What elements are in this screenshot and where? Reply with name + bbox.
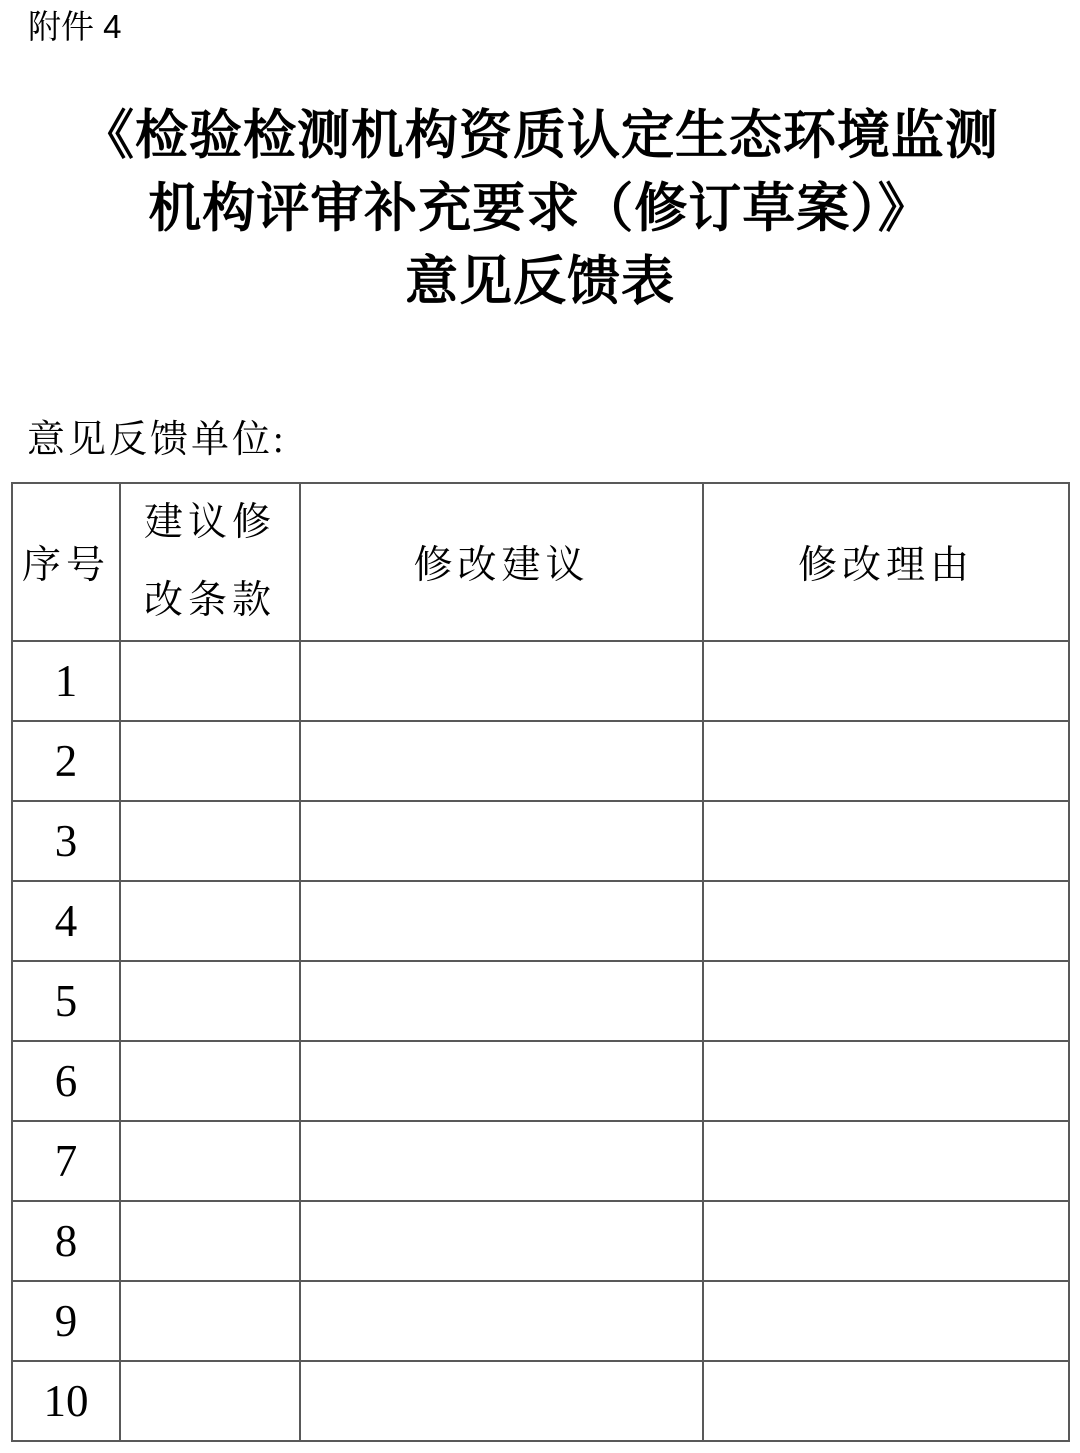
column-header-suggestion: 修改建议 bbox=[300, 483, 703, 641]
reason-cell bbox=[703, 1281, 1069, 1361]
title-line-3: 意见反馈表 bbox=[405, 253, 675, 311]
table-row bbox=[12, 881, 1069, 961]
reason-cell bbox=[703, 1121, 1069, 1201]
row-number-cell: 4 bbox=[12, 881, 120, 961]
table-row bbox=[12, 801, 1069, 881]
table-row bbox=[12, 1201, 1069, 1281]
row-number-cell: 8 bbox=[12, 1201, 120, 1281]
reason-cell bbox=[703, 1361, 1069, 1441]
suggestion-cell bbox=[300, 881, 703, 961]
column-header-index: 序号 bbox=[12, 483, 120, 641]
suggestion-cell bbox=[300, 1041, 703, 1121]
clause-cell bbox=[120, 801, 300, 881]
clause-cell bbox=[120, 881, 300, 961]
row-number-cell: 3 bbox=[12, 801, 120, 881]
table-row bbox=[12, 961, 1069, 1041]
column-header-clause-line-1: 建议修 bbox=[143, 501, 276, 544]
clause-cell bbox=[120, 961, 300, 1041]
table-row bbox=[12, 1121, 1069, 1201]
document-title bbox=[0, 100, 1080, 319]
suggestion-cell bbox=[300, 1201, 703, 1281]
row-number-cell: 7 bbox=[12, 1121, 120, 1201]
table-row bbox=[12, 1281, 1069, 1361]
reason-cell bbox=[703, 1201, 1069, 1281]
row-number-cell: 5 bbox=[12, 961, 120, 1041]
table-row bbox=[12, 721, 1069, 801]
clause-cell bbox=[120, 1121, 300, 1201]
column-header-clause bbox=[120, 483, 300, 641]
column-header-clause-line-2: 改条款 bbox=[143, 579, 276, 622]
attachment-label: 附件 4 bbox=[28, 8, 122, 45]
suggestion-cell bbox=[300, 721, 703, 801]
reason-cell bbox=[703, 961, 1069, 1041]
suggestion-cell bbox=[300, 1361, 703, 1441]
row-number-cell: 1 bbox=[12, 641, 120, 721]
reason-cell bbox=[703, 1041, 1069, 1121]
table-header-row bbox=[12, 483, 1069, 641]
table-row bbox=[12, 1041, 1069, 1121]
suggestion-cell bbox=[300, 961, 703, 1041]
reason-cell bbox=[703, 801, 1069, 881]
reason-cell bbox=[703, 881, 1069, 961]
title-line-2: 机构评审补充要求（修订草案）》 bbox=[148, 180, 932, 238]
suggestion-cell bbox=[300, 801, 703, 881]
suggestion-cell bbox=[300, 641, 703, 721]
suggestion-cell bbox=[300, 1121, 703, 1201]
row-number-cell: 9 bbox=[12, 1281, 120, 1361]
table-row bbox=[12, 1361, 1069, 1441]
title-line-1: 《检验检测机构资质认定生态环境监测 bbox=[81, 107, 999, 165]
reason-cell bbox=[703, 721, 1069, 801]
clause-cell bbox=[120, 721, 300, 801]
clause-cell bbox=[120, 1281, 300, 1361]
column-header-reason: 修改理由 bbox=[703, 483, 1069, 641]
suggestion-cell bbox=[300, 1281, 703, 1361]
row-number-cell: 2 bbox=[12, 721, 120, 801]
table-row bbox=[12, 641, 1069, 721]
feedback-unit-label: 意见反馈单位: bbox=[27, 419, 287, 461]
row-number-cell: 10 bbox=[12, 1361, 120, 1441]
clause-cell bbox=[120, 641, 300, 721]
feedback-table bbox=[11, 482, 1070, 1442]
clause-cell bbox=[120, 1041, 300, 1121]
reason-cell bbox=[703, 641, 1069, 721]
clause-cell bbox=[120, 1201, 300, 1281]
clause-cell bbox=[120, 1361, 300, 1441]
row-number-cell: 6 bbox=[12, 1041, 120, 1121]
